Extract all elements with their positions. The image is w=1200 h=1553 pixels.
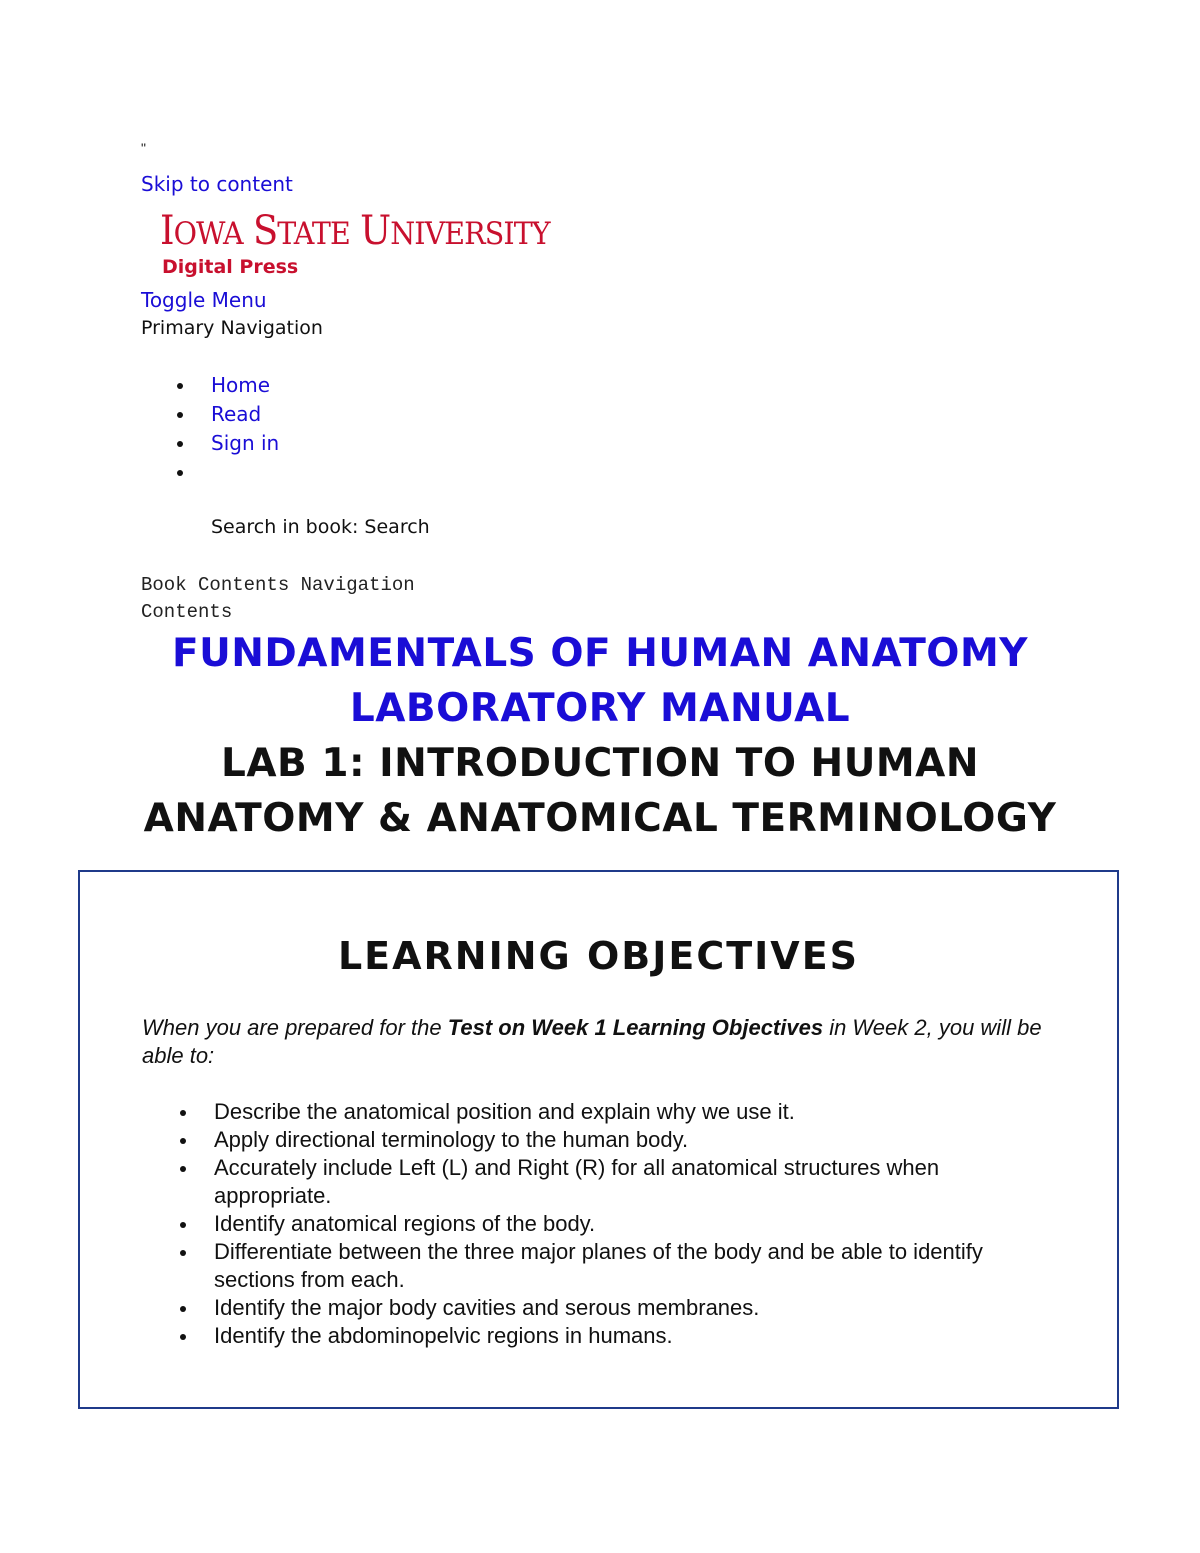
logo-wordmark: IOWA STATE UNIVERSITY [160, 208, 550, 254]
bullet-icon [180, 1250, 186, 1256]
bullet-icon [180, 1110, 186, 1116]
bullet-icon [177, 383, 183, 389]
primary-nav-list [141, 372, 279, 488]
lab-title [0, 736, 1200, 846]
book-title-line-1: FUNDAMENTALS OF HUMAN ANATOMY [171, 631, 1029, 676]
nav-link-sign-in[interactable]: Sign in [211, 431, 280, 455]
nav-item-empty [141, 459, 279, 488]
list-item: Apply directional terminology to the human body. [142, 1126, 1042, 1154]
learning-objectives-heading: LEARNING OBJECTIVES [337, 934, 860, 978]
bullet-icon [180, 1334, 186, 1340]
nav-link-home[interactable]: Home [211, 373, 271, 397]
learning-objectives-list [142, 1098, 1042, 1350]
search-in-book[interactable]: Search in book: Search [211, 516, 430, 538]
logo-subtitle: Digital Press [162, 256, 299, 278]
list-item: Describe the anatomical position and explain why we use it. [142, 1098, 1042, 1126]
stray-quote-mark: " [141, 140, 146, 156]
bullet-icon [180, 1222, 186, 1228]
learning-objectives-box [78, 870, 1119, 1409]
bullet-icon [177, 412, 183, 418]
bullet-icon [177, 470, 183, 476]
bullet-icon [177, 441, 183, 447]
nav-item-sign-in [141, 430, 279, 459]
book-title [0, 626, 1200, 736]
lab-title-line-1: LAB 1: INTRODUCTION TO HUMAN [220, 741, 979, 786]
bullet-icon [180, 1166, 186, 1172]
intro-bold-test-name: Test on Week 1 Learning Objectives [447, 1015, 824, 1040]
iowa-state-logo[interactable] [160, 208, 600, 282]
nav-item-home [141, 372, 279, 401]
contents-label[interactable]: Contents [141, 601, 233, 623]
bullet-icon [180, 1138, 186, 1144]
toggle-menu-link[interactable]: Toggle Menu [141, 288, 267, 312]
book-contents-navigation [141, 572, 415, 626]
list-item: Differentiate between the three major planes of the body and be able to identify sections from each. [142, 1238, 1042, 1294]
bullet-icon [180, 1306, 186, 1312]
list-item: Identify the major body cavities and serous membranes. [142, 1294, 1042, 1322]
book-title-line-2: LABORATORY MANUAL [349, 686, 851, 731]
list-item: Identify anatomical regions of the body. [142, 1210, 1042, 1238]
lab-title-line-2: ANATOMY & ANATOMICAL TERMINOLOGY [143, 796, 1057, 841]
list-item: Identify the abdominopelvic regions in humans. [142, 1322, 1042, 1350]
nav-link-read[interactable]: Read [211, 402, 262, 426]
book-contents-navigation-label: Book Contents Navigation [141, 574, 415, 596]
primary-navigation-label: Primary Navigation [141, 317, 323, 339]
learning-objectives-intro: When you are prepared for the Test on Week 1 Learning Objectives in Week 2, you will be able to: [142, 1015, 1042, 1068]
skip-to-content-link[interactable]: Skip to content [141, 172, 293, 196]
nav-item-read [141, 401, 279, 430]
list-item: Accurately include Left (L) and Right (R) for all anatomical structures when appropriate. [142, 1154, 1042, 1210]
